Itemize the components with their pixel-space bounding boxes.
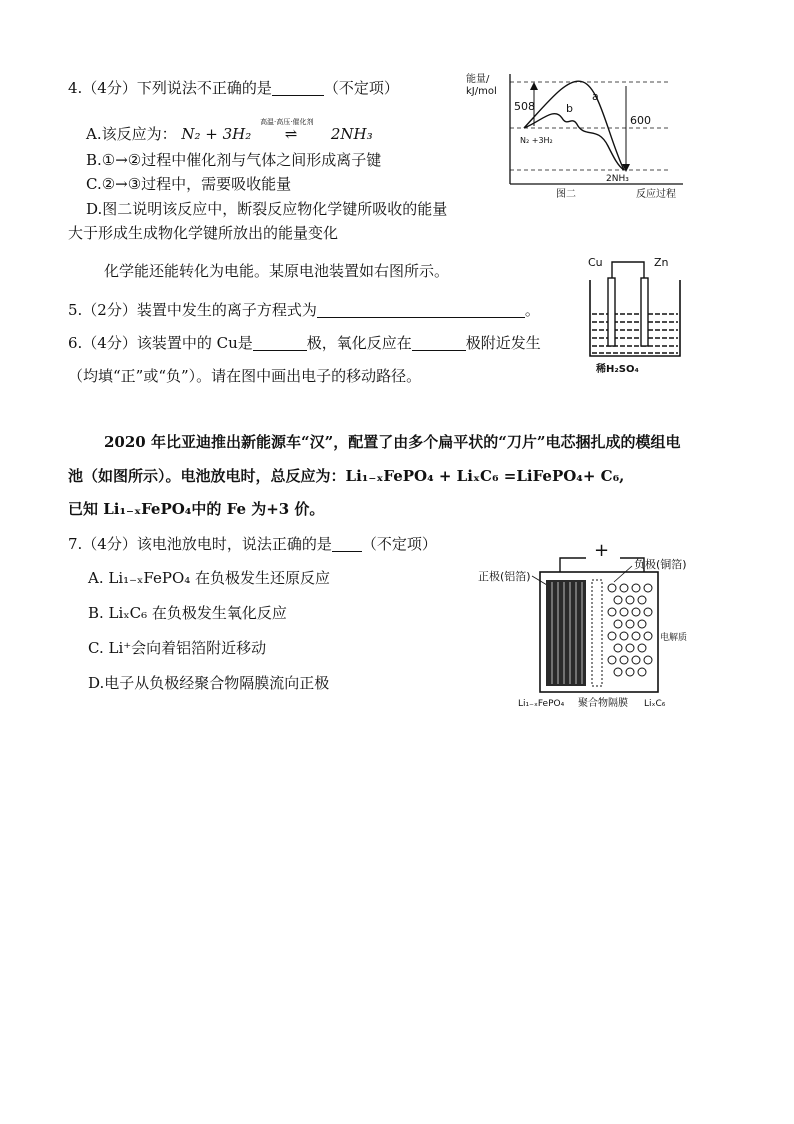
- curve-a: [524, 81, 624, 170]
- q4-option-d-line2: 大于形成生成物化学键所放出的能量变化: [68, 224, 339, 242]
- x-axis-label: 反应过程: [636, 189, 676, 200]
- q6-stem: [68, 333, 541, 353]
- y-axis-label-1: 能量/: [466, 74, 490, 85]
- q5-answer-blank[interactable]: [317, 301, 525, 318]
- zn-electrode: [641, 278, 648, 346]
- q4-option-a-label: A.该反应为：: [86, 125, 177, 143]
- q5-stem: [68, 300, 540, 320]
- q4-option-c: C.②→③过程中，需要吸收能量: [86, 175, 292, 193]
- q4-option-b: B.①→②过程中催化剂与气体之间形成离子键: [86, 151, 382, 169]
- byd-line3: [68, 499, 324, 519]
- q4-option-a-arrow-group: [256, 118, 326, 144]
- positive-electrode-label: 正极(铝箔): [478, 570, 531, 583]
- q5-stem-suffix: 。: [524, 301, 540, 319]
- q7-option-c: C. Li⁺会向着铝箔附近移动: [88, 639, 267, 657]
- q7-option-a: A. Li₁₋ₓFePO₄ 在负极发生还原反应: [88, 569, 331, 587]
- q6-line2: （均填“正”或“负”）。请在图中画出电子的移动路径。: [68, 367, 422, 385]
- q7-stem-suffix: （不定项）: [361, 535, 437, 553]
- value-600: 600: [630, 114, 651, 127]
- zn-label: Zn: [654, 256, 669, 269]
- byd-line2-text: 池（如图所示）。电池放电时，总反应为：: [68, 467, 346, 485]
- figure-caption: 图二: [556, 189, 576, 200]
- energy-diagram: [458, 66, 688, 201]
- wire: [612, 262, 644, 278]
- byd-line3-prefix: 已知: [68, 500, 104, 518]
- q4-option-d-line1: D.图二说明该反应中，断裂反应物化学键所吸收的能量: [86, 200, 448, 218]
- curve-b-label: b: [566, 102, 573, 115]
- lixc6-label: LiₓC₆: [644, 699, 666, 709]
- q7-stem: [68, 534, 437, 554]
- cu-electrode: [608, 278, 615, 346]
- electrolyte-fill: [591, 312, 679, 355]
- byd-line2: [68, 466, 624, 486]
- reactants-label: N₂ +3H₂: [520, 136, 553, 145]
- byd-line3-chem: Li₁₋ₓFePO₄: [103, 500, 192, 518]
- positive-terminal: [560, 558, 586, 572]
- cu-label: Cu: [588, 256, 603, 269]
- q4-stem-suffix: （不定项）: [323, 79, 399, 97]
- q4-option-a-reactants: N₂ + 3H₂: [181, 125, 252, 143]
- equilibrium-arrow-icon: ⇌: [284, 125, 298, 143]
- q7-option-b: B. LiₓC₆ 在负极发生氧化反应: [88, 604, 287, 622]
- polymer-separator: [592, 580, 602, 686]
- curve-a-label: a: [592, 90, 599, 103]
- q4-answer-blank[interactable]: [272, 79, 324, 96]
- cell-intro: 化学能还能转化为电能。某原电池装置如右图所示。: [104, 262, 450, 280]
- byd-equation: Li₁₋ₓFePO₄ + LiₓC₆ =LiFePO₄+ C₆,: [345, 467, 625, 485]
- value-508: 508: [514, 100, 535, 113]
- products-label: 2NH₃: [606, 174, 629, 184]
- blade-battery-diagram: [474, 536, 704, 712]
- negative-electrode-label: 负极(铜箔): [634, 558, 687, 571]
- q6-part1: 6.（4分）该装置中的 Cu是: [68, 334, 253, 352]
- q7-stem-text: 7.（4分）该电池放电时，说法正确的是: [68, 535, 332, 553]
- q4-stem: [68, 78, 399, 98]
- byd-line3-suffix: 中的 Fe 为+3 价。: [191, 500, 325, 518]
- q7-answer-blank[interactable]: [332, 535, 362, 552]
- q6-blank-1[interactable]: [253, 334, 307, 351]
- electrolyte-label: 稀H₂SO₄: [596, 364, 639, 375]
- q4-option-a-conditions: 高温·高压·催化剂: [260, 118, 314, 126]
- q4-option-a-products: 2NH₃: [330, 125, 373, 143]
- q4-stem-text: 4.（4分）下列说法不正确的是: [68, 79, 272, 97]
- ea-arrowhead-icon: [530, 82, 538, 90]
- q5-stem-text: 5.（2分）装置中发生的离子方程式为: [68, 301, 317, 319]
- q6-part3: 极附近发生: [465, 334, 541, 352]
- q7-option-d: D.电子从负极经聚合物隔膜流向正极: [88, 674, 330, 692]
- q6-part2: 极，氧化反应在: [306, 334, 412, 352]
- separator-label: 聚合物隔膜: [578, 698, 628, 709]
- q4-option-a: [86, 118, 373, 144]
- plus-sign-icon: +: [594, 540, 610, 561]
- y-axis-label-2: kJ/mol: [466, 86, 497, 97]
- byd-line1: 2020 年比亚迪推出新能源车“汉”，配置了由多个扁平状的“刀片”电芯捆扎成的模组电: [104, 433, 681, 451]
- galvanic-cell-diagram: [582, 252, 692, 377]
- electrolyte-label: 电解质: [660, 633, 688, 643]
- lifepo4-label: Li₁₋ₓFePO₄: [518, 699, 565, 709]
- q6-blank-2[interactable]: [412, 334, 466, 351]
